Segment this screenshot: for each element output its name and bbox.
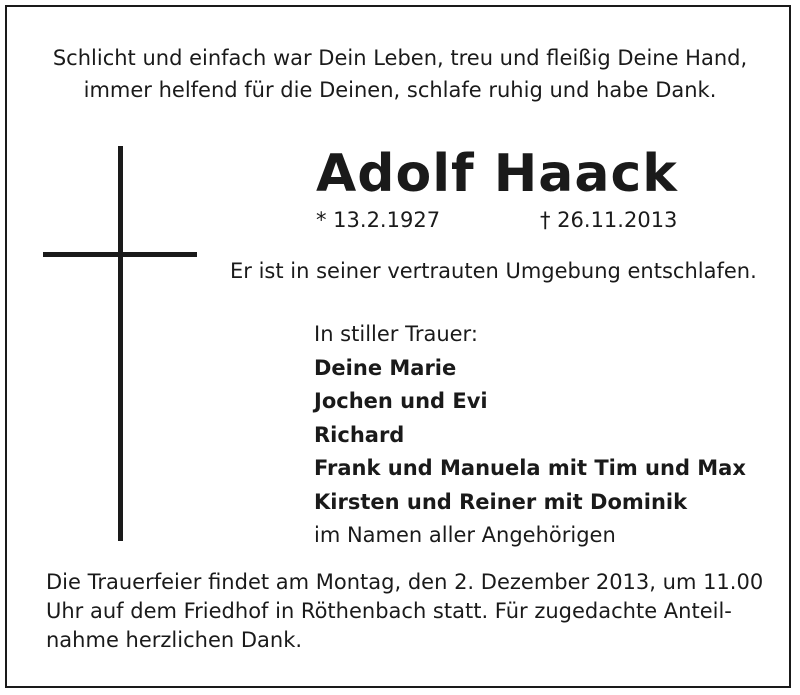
verse-line-2: immer helfend für die Deinen, schlafe ruhig und habe Dank. [83, 78, 717, 102]
mourners-closing: im Namen aller Angehörigen [314, 523, 616, 547]
mourner-name: Jochen und Evi [314, 389, 488, 413]
mourners-list [314, 318, 746, 553]
passing-statement: Er ist in seiner vertrauten Umgebung entschlafen. [230, 259, 757, 283]
funeral-info [46, 568, 763, 655]
mourner-name: Deine Marie [314, 355, 457, 380]
funeral-line-3: nahme herzlichen Dank. [46, 628, 303, 652]
mourner-name: Frank und Manuela mit Tim und Max [314, 456, 746, 480]
mourner-name: Richard [314, 422, 405, 447]
birth-date: * 13.2.1927 [316, 208, 441, 232]
deceased-name: Adolf Haack [316, 144, 678, 204]
memorial-verse [0, 42, 800, 106]
verse-line-1: Schlicht und einfach war Dein Leben, treu und fleißig Deine Hand, [52, 46, 748, 70]
funeral-line-1: Die Trauerfeier findet am Montag, den 2. Dezember 2013, um 11.00 [46, 570, 764, 594]
cross-horizontal-bar [43, 252, 197, 257]
death-date: † 26.11.2013 [540, 208, 678, 232]
cross-vertical-bar [118, 146, 123, 541]
mourners-intro: In stiller Trauer: [314, 322, 478, 346]
funeral-line-2: Uhr auf dem Friedhof in Röthenbach statt. Für zugedachte Anteil- [46, 599, 732, 623]
mourner-name: Kirsten und Reiner mit Dominik [314, 489, 688, 514]
